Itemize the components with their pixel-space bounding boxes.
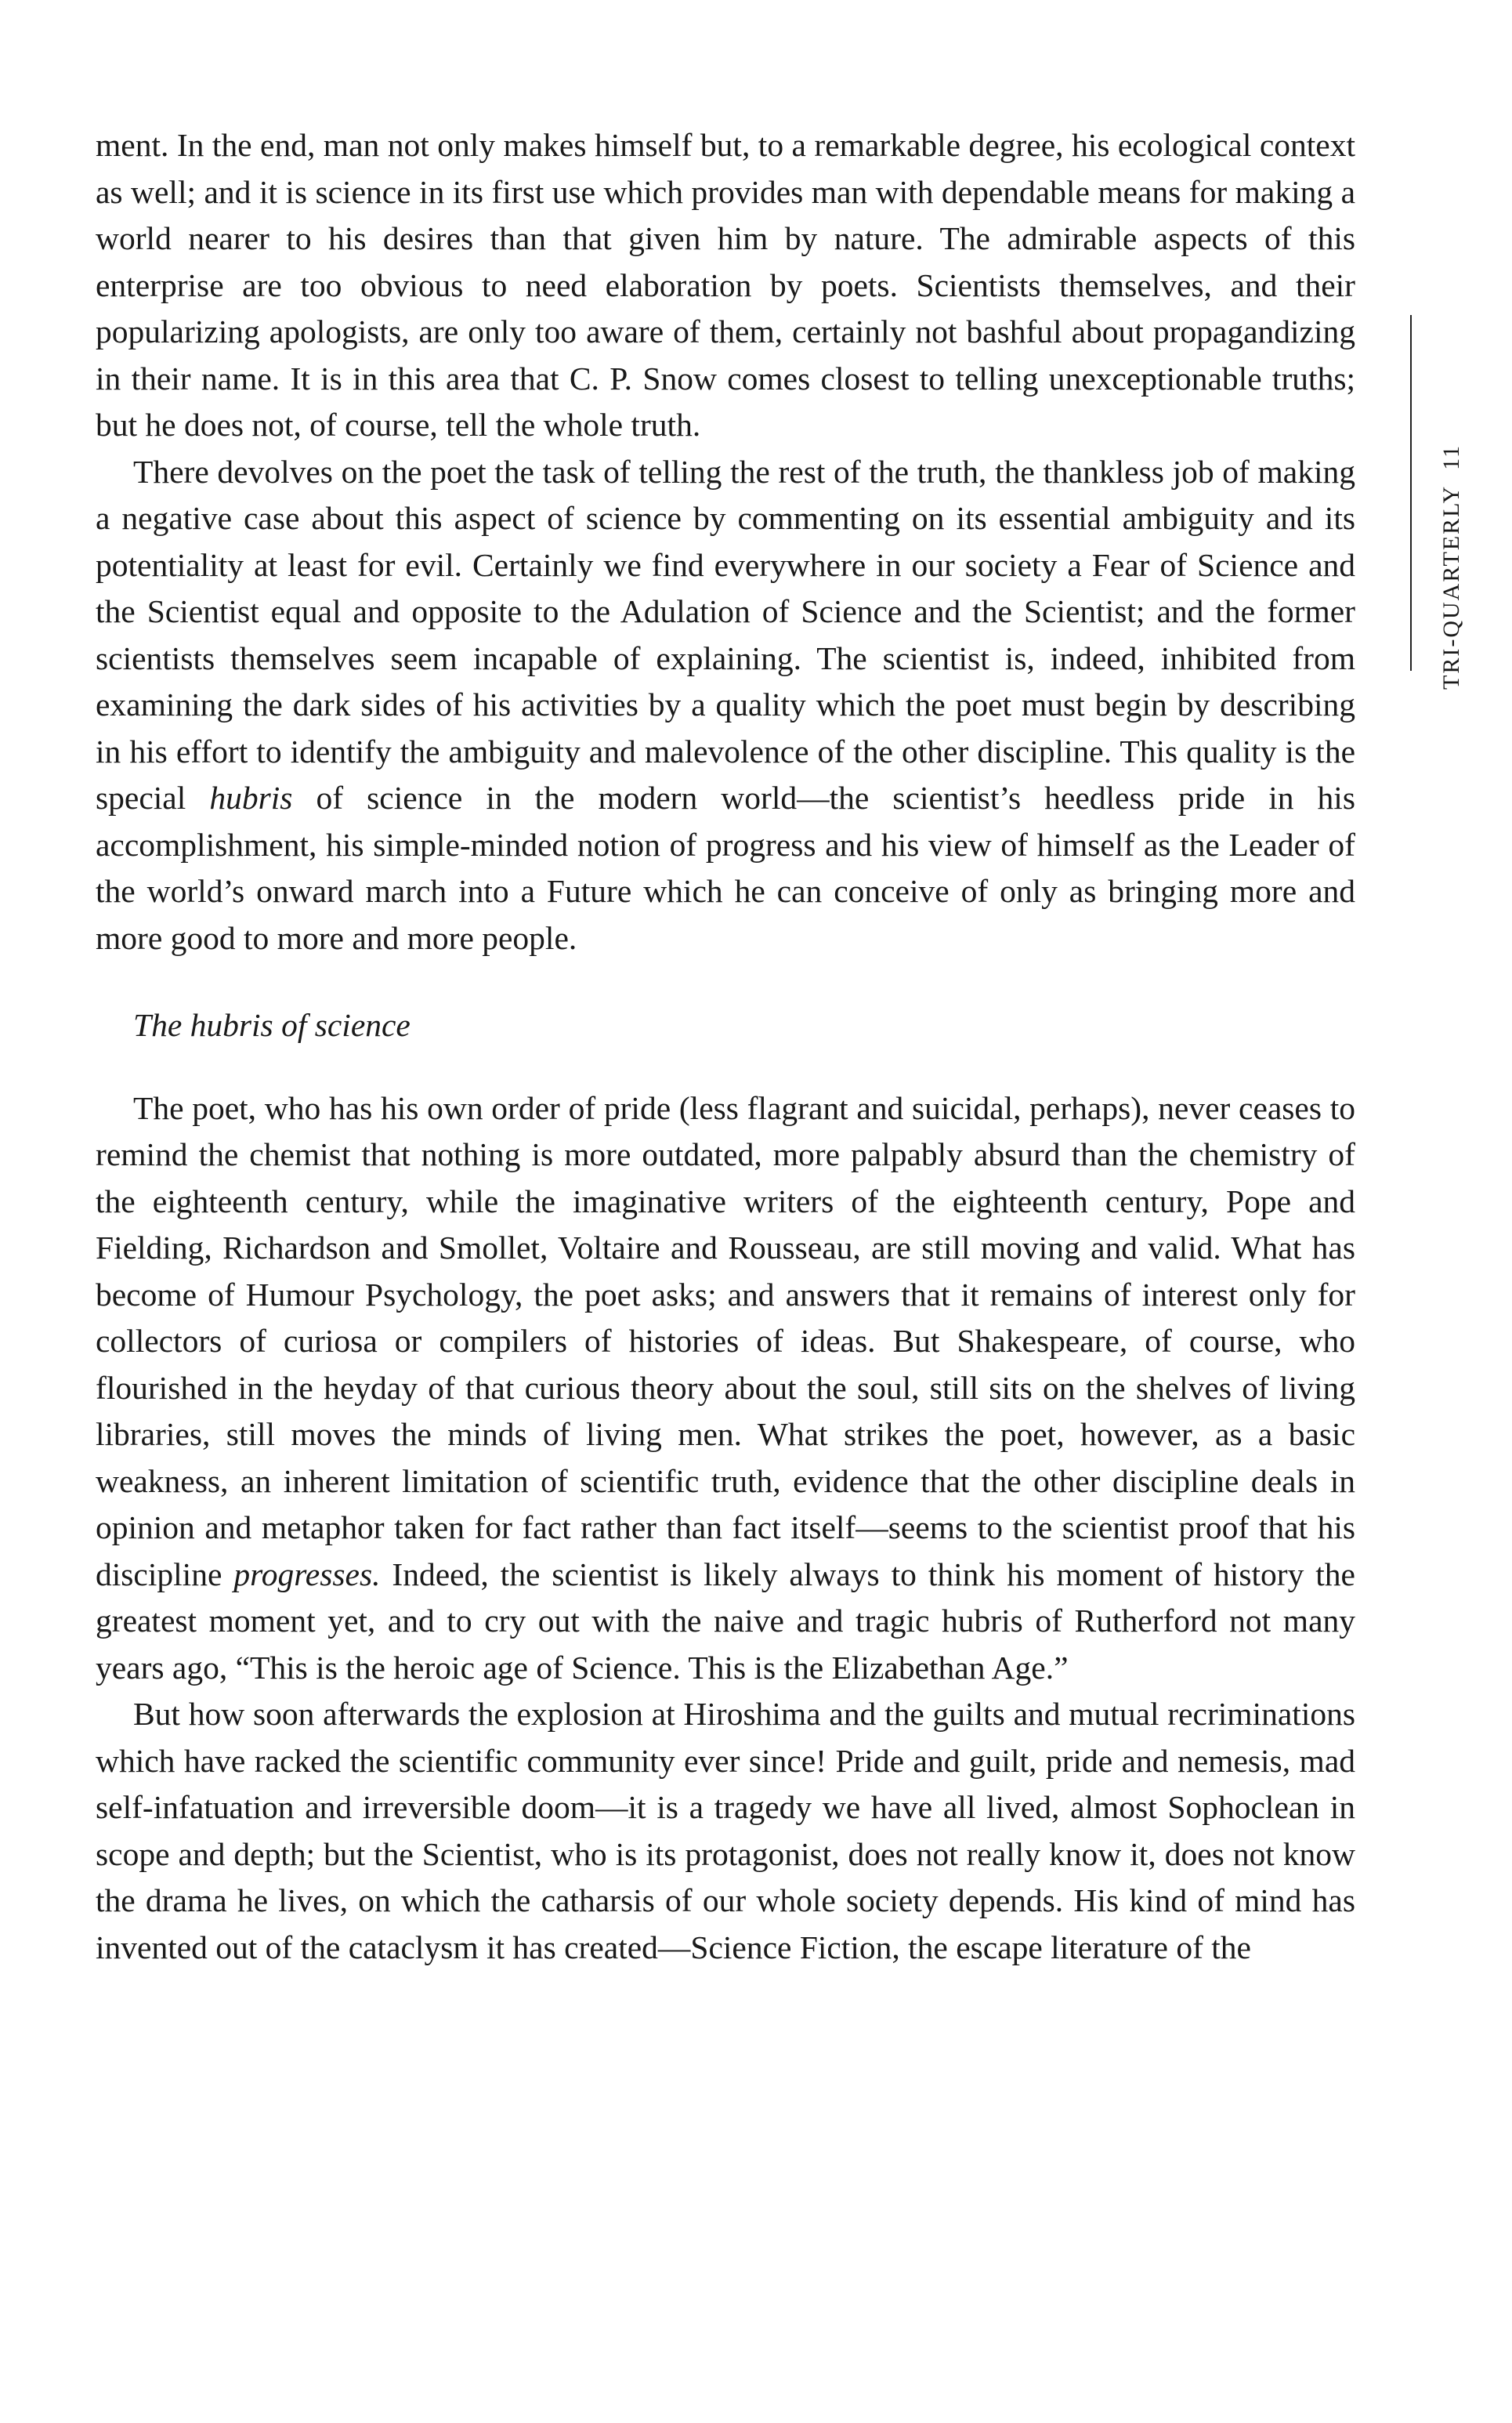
spacer xyxy=(96,1049,1355,1085)
paragraph-poet-pride-text: The poet, who has his own order of pride (less flagrant and suicidal, perhaps), never ceases to remind the chemist that nothing is more outdated, more palpably absurd than the chemistry of the eighteenth century, while the imaginative writers of the eighteenth century, Pope and Fielding, Richardson and Smollet, Voltaire and Rousseau, are still moving and valid. What has become of Humour Psychology, the poet asks; and answers that it remains of interest only for collectors of curiosa or compilers of histories of ideas. But Shakespeare, of course, who flourished in the heyday of that curious theory about the soul, still sits on the shelves of living libraries, still moves the minds of living men. What strikes the poet, however, as a basic weakness, an inherent limitation of scientific truth, evidence that the other discipline deals in opinion and metaphor taken for fact rather than fact itself—seems to the scientist proof that his discipline xyxy=(96,1089,1355,1592)
journal-title: TRI-QUARTERLY xyxy=(1438,484,1464,690)
running-head xyxy=(1432,360,1471,690)
italic-progresses: progresses. xyxy=(233,1556,381,1592)
spacer xyxy=(96,962,1355,1002)
page-body xyxy=(96,122,1355,1971)
paragraph-opening: ment. In the end, man not only makes himself but, to a remarkable degree, his ecological context as well; and it is science in its first use which provides man with dependable means for making a world nearer to his desires than that given him by nature. The admirable aspects of this enterprise are too obvious to need elaboration by poets. Scientists themselves, and their popularizing apologists, are only too aware of them, certainly not bashful about propagandizing in their name. It is in this area that C. P. Snow comes closest to telling unexceptionable truths; but he does not, of course, tell the whole truth. xyxy=(96,127,1355,443)
paragraph-hiroshima: But how soon afterwards the explosion at Hiroshima and the guilts and mutual recriminations which have racked the scientific community ever since! Pride and guilt, pride and nemesis, mad self-infatuation and irreversible doom—it is a tragedy we have all lived, almost Sophoclean in scope and depth; but the Scientist, who is its protagonist, does not really know it, does not know the drama he lives, on which the catharsis of our whole society depends. His kind of mind has invented out of the cataclysm it has created—Science Fiction, the escape literature of the xyxy=(96,1696,1355,1965)
paragraph-poet-pride-text-end: Indeed, the scientist is likely always to think his moment of history the greatest moment yet, and to cry out with the naive and tragic hubris of Rutherford not many years ago, “This is the heroic age of Science. This is the Elizabethan Age.” xyxy=(96,1556,1355,1686)
paragraph-poet-task-text-end: of science in the modern world—the scientist’s heedless pride in his accomplishment, his simple-minded notion of progress and his view of himself as the Leader of the world’s onward march into a Future which he can conceive of only as bringing more and more good to more and more people. xyxy=(96,780,1355,956)
margin-rule xyxy=(1410,315,1412,671)
paragraph-poet-task xyxy=(96,449,1355,962)
italic-hubris: hubris xyxy=(209,780,293,816)
paragraph-poet-pride xyxy=(96,1085,1355,1692)
section-heading: The hubris of science xyxy=(133,1007,411,1043)
paragraph-poet-task-text: There devolves on the poet the task of telling the rest of the truth, the thankless job of making a negative case about this aspect of science by commenting on its essential ambiguity and its potentiality at least for evil. Certainly we find everywhere in our society a Fear of Science and the Scientist equal and opposite to the Adulation of Science and the Scientist; and the former scientists themselves seem incapable of explaining. The scientist is, indeed, inhibited from examining the dark sides of his activities by a quality which the poet must begin by describing in his effort to identify the ambiguity and malevolence of the other discipline. This quality is the special xyxy=(96,453,1355,816)
page-number: 11 xyxy=(1438,444,1464,470)
